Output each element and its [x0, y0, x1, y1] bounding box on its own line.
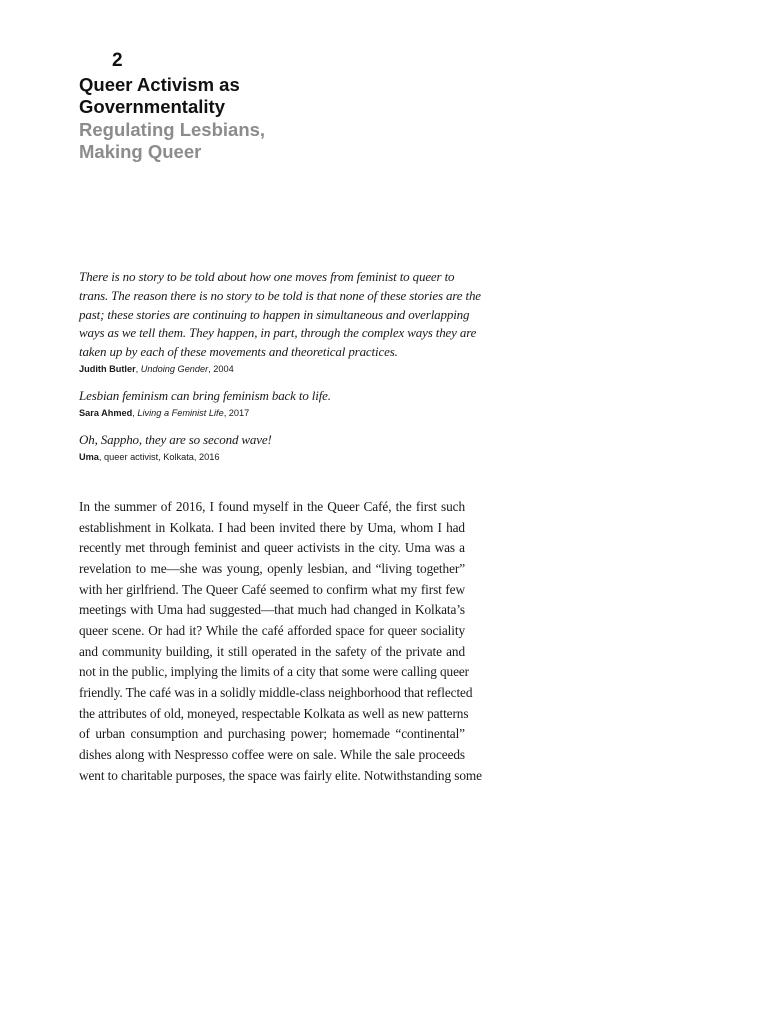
epigraph-quote-line: Lesbian feminism can bring feminism back to life.: [79, 387, 331, 403]
epigraph-author: Sara Ahmed: [79, 407, 133, 418]
chapter-title-line: Queer Activism as: [79, 74, 240, 95]
epigraph-quote-line: ways as we tell them. They happen, in part, through the complex ways they are: [79, 325, 477, 341]
body-line: of urban consumption and purchasing power; homemade “continental”: [79, 726, 465, 742]
epigraph-detail: , queer activist, Kolkata, 2016: [98, 451, 220, 462]
epigraph: [79, 387, 469, 420]
body-line: the attributes of old, moneyed, respectable Kolkata as well as new patterns: [79, 705, 469, 721]
epigraph-quote: [79, 387, 469, 406]
epigraph-sep: ,: [135, 363, 141, 374]
body-line: and community building, it still operated in the safety of the private and: [79, 643, 465, 659]
epigraph-work: Undoing Gender: [140, 363, 209, 374]
epigraphs: [79, 268, 481, 475]
epigraph-quote-line: past; these stories are continuing to happen in simultaneous and overlapping: [79, 306, 470, 322]
body-line: In the summer of 2016, I found myself in the Queer Café, the first such: [79, 499, 465, 514]
body-line: queer scene. Or had it? While the café afforded space for queer sociality: [79, 622, 465, 638]
epigraph-quote-line: Oh, Sappho, they are so second wave!: [79, 431, 272, 447]
body-line: recently met through feminist and queer activists in the city. Uma was a: [79, 540, 465, 556]
chapter-number: 2: [112, 50, 123, 71]
epigraph-source: [79, 407, 469, 420]
body-line: meetings with Uma had suggested—that much had changed in Kolkata’s: [79, 602, 465, 618]
epigraph-detail: , 2017: [223, 407, 250, 418]
epigraph-quote: [79, 431, 469, 450]
epigraph: [79, 268, 481, 376]
body-line: went to charitable purposes, the space was fairly elite. Notwithstanding some: [79, 767, 482, 783]
epigraph-source: [79, 363, 469, 376]
body-line: not in the public, implying the limits of a city that some were calling queer: [79, 664, 470, 680]
body-line: dishes along with Nespresso coffee were on sale. While the sale proceeds: [79, 746, 465, 762]
chapter-title: [79, 74, 499, 118]
body-line: revelation to me—she was young, openly lesbian, and “living together”: [79, 560, 465, 576]
epigraph-author: Uma: [79, 451, 99, 462]
chapter-subtitle-line: Making Queer: [79, 141, 202, 162]
epigraph-author: Judith Butler: [79, 363, 136, 374]
body-paragraph: [79, 497, 482, 786]
body-line: friendly. The café was in a solidly middle-class neighborhood that reflected: [79, 684, 473, 700]
body-line: establishment in Kolkata. I had been invited there by Uma, whom I had: [79, 519, 465, 535]
chapter-subtitle-line: Regulating Lesbians,: [79, 119, 266, 140]
epigraph: [79, 431, 469, 464]
epigraph-quote-line: trans. The reason there is no story to be told is that none of these stories are the: [79, 287, 481, 303]
epigraph-work: Living a Feminist Life: [137, 407, 224, 418]
chapter-title-line: Governmentality: [79, 96, 225, 117]
epigraph-source: [79, 451, 469, 464]
chapter-subtitle: [79, 119, 499, 163]
epigraph-sep: ,: [132, 407, 138, 418]
epigraph-quote: [79, 268, 481, 362]
epigraph-detail: , 2004: [208, 363, 234, 374]
body-line: with her girlfriend. The Queer Café seemed to confirm what my first few: [79, 581, 465, 597]
epigraph-quote-line: taken up by each of these movements and theoretical practices.: [79, 344, 398, 360]
epigraph-quote-line: There is no story to be told about how one moves from feminist to queer to: [79, 269, 455, 284]
